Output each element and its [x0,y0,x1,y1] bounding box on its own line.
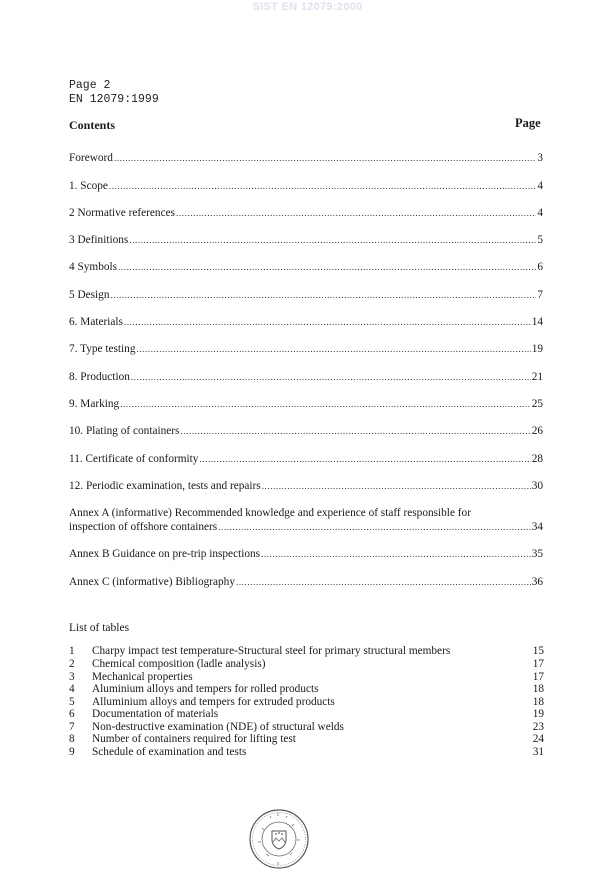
table-number: 4 [69,683,75,695]
toc-entry [69,452,543,466]
toc-entry [69,370,543,384]
toc-entry-page: 4 [537,207,543,219]
toc-entry-label: 6. Materials [69,316,123,328]
table-number: 9 [69,746,75,758]
scan-artifact: ˙ · [170,560,178,569]
toc-entry-page: 3 [537,152,543,164]
toc-entry [69,260,543,274]
toc-entry-label: 1. Scope [69,180,108,192]
toc-entry [69,288,543,302]
table-title: Alluminium alloys and tempers for extruded products [92,696,335,708]
toc-entry [69,342,543,356]
table-number: 5 [69,696,75,708]
toc-entry-page: 34 [531,521,543,533]
table-page: 31 [532,746,544,758]
toc-entry-page: 35 [531,548,543,560]
toc-leader [114,151,536,165]
toc-entry-page: 25 [531,398,543,410]
page-number: Page 2 [69,79,111,92]
toc-entry [69,547,543,561]
table-page: 17 [532,658,544,670]
toc-entry-label: Foreword [69,152,113,164]
toc-leader [236,575,531,589]
toc-leader [120,397,531,411]
table-title: Number of containers required for lifting test [92,733,296,745]
table-number: 3 [69,671,75,683]
toc-entry-page: 6 [537,261,543,273]
toc-entry [69,206,543,220]
toc-leader [176,206,536,220]
toc-entry [69,575,543,589]
toc-entry-label: 9. Marking [69,398,120,410]
toc-leader [110,288,536,302]
toc-leader [199,452,530,466]
watermark: SIST EN 12079:2000 [252,1,363,13]
toc-entry-label: 12. Periodic examination, tests and repairs [69,480,261,492]
table-page: 18 [532,696,544,708]
toc-entry [69,479,543,493]
toc-entry-label: Annex B Guidance on pre-trip inspections [69,548,261,560]
table-title: Charpy impact test temperature-Structural steel for primary structural members [92,645,451,657]
table-title: Aluminium alloys and tempers for rolled products [92,683,319,695]
page-header [69,79,159,107]
scan-artifact: · ˙ · ˙ · [205,490,227,499]
toc-leader [129,233,536,247]
table-title: Mechanical properties [92,671,193,683]
toc-entry [69,151,543,165]
toc-entry-label: 7. Type testing [69,343,136,355]
table-number: 1 [69,645,75,657]
table-title: Documentation of materials [92,708,219,720]
toc-entry [69,315,543,329]
toc-entry-page: 19 [531,343,543,355]
toc-entry-label: 2 Normative references [69,207,176,219]
institute-seal-icon [248,808,310,870]
toc-leader [109,179,536,193]
table-number: 6 [69,708,75,720]
table-page: 19 [532,708,544,720]
table-title: Non-destructive examination (NDE) of structural welds [92,721,344,733]
list-of-tables-heading: List of tables [69,622,130,634]
toc-leader [180,424,530,438]
toc-entry-label-line1: Annex A (informative) Recommended knowledge and experience of staff responsible for [69,507,471,519]
toc-entry [69,397,543,411]
toc-leader [118,260,536,274]
toc-entry-page: 5 [537,234,543,246]
toc-leader [136,342,530,356]
contents-page-heading: Page [515,116,541,130]
table-number: 7 [69,721,75,733]
toc-entry-page: 21 [531,371,543,383]
table-page: 18 [532,683,544,695]
table-number: 2 [69,658,75,670]
toc-leader [131,370,531,384]
toc-entry-page: 4 [537,180,543,192]
toc-entry-page: 14 [531,316,543,328]
toc-entry [69,233,543,247]
toc-entry-label: 8. Production [69,371,130,383]
toc-leader [124,315,531,329]
toc-entry-label: 11. Certificate of conformity [69,453,199,465]
table-page: 17 [532,671,544,683]
table-title: Chemical composition (ladle analysis) [92,658,266,670]
table-page: 24 [532,733,544,745]
toc-leader [261,547,531,561]
table-title: Schedule of examination and tests [92,746,247,758]
toc-entry-page: 30 [531,480,543,492]
contents-heading: Contents [69,118,116,132]
toc-leader [262,479,531,493]
table-page: 15 [532,645,544,657]
standard-id: EN 12079:1999 [69,93,159,106]
toc-entry-page: 28 [531,453,543,465]
toc-entry-page: 26 [531,425,543,437]
toc-entry-page: 7 [537,289,543,301]
table-number: 8 [69,733,75,745]
toc-entry-label: 4 Symbols [69,261,118,273]
toc-leader [218,520,531,534]
table-page: 23 [532,721,544,733]
toc-entry-label: inspection of offshore containers [69,521,218,533]
toc-entry [69,506,543,534]
toc-entry [69,179,543,193]
toc-entry-label: 5 Design [69,289,110,301]
toc-entry-page: 36 [531,576,543,588]
toc-entry-label: 10. Plating of containers [69,425,180,437]
toc-entry-label: 3 Definitions [69,234,129,246]
toc-entry-label: Annex C (informative) Bibliography [69,576,235,588]
toc-entry [69,424,543,438]
